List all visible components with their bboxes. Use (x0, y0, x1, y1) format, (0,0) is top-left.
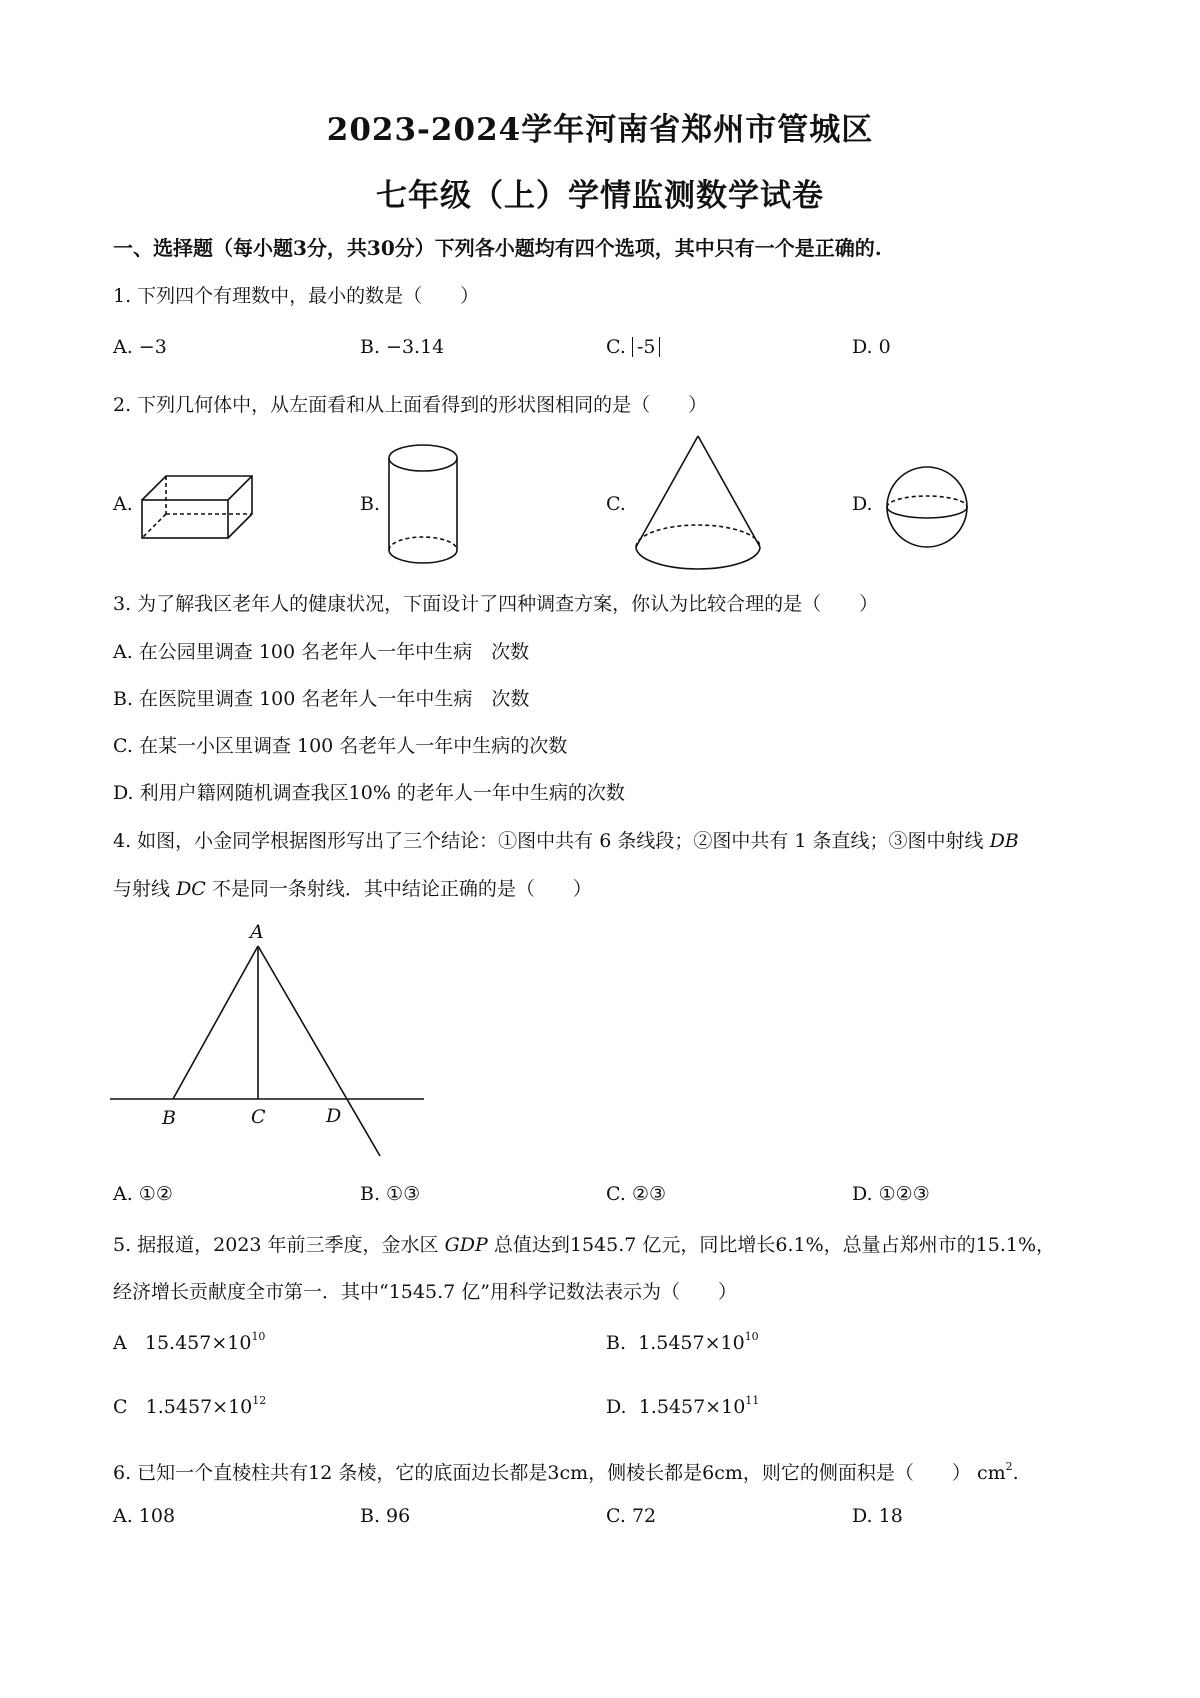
q5-option-d-label: D. (606, 1396, 627, 1418)
q6-stem-end: . (1012, 1462, 1019, 1484)
q5-stem-part1: 5. 据报道，2023 年前三季度，金水区 (113, 1234, 439, 1256)
cuboid-hidden-edges (142, 476, 252, 538)
q6-option-a: A. 108 (113, 1505, 176, 1527)
q5-option-c-label: C (113, 1396, 128, 1418)
sphere-figure (882, 462, 972, 552)
q4-option-b: B. ①③ (360, 1183, 421, 1205)
q4-option-d: D. ①②③ (852, 1183, 930, 1205)
exam-title-line1: 2023-2024学年河南省郑州市管城区 (326, 112, 874, 148)
q2-option-a-label: A. (113, 493, 133, 515)
cone-figure (628, 432, 768, 574)
q5-option-a (113, 1330, 265, 1354)
q2-option-c-label: C. (606, 493, 626, 515)
cuboid-front-face (142, 500, 228, 538)
q4-stem-line2 (113, 874, 592, 901)
q1-option-a: A. −3 (113, 336, 167, 358)
q5-option-d-exp: 11 (745, 1394, 760, 1407)
point-b-label: B (162, 1107, 176, 1129)
q1-option-c (606, 336, 660, 358)
q5-option-c-exp: 12 (252, 1394, 267, 1407)
cuboid-back-edges (142, 476, 252, 538)
q2-option-b-label: B. (360, 493, 381, 515)
q6-unit: cm (976, 1462, 1006, 1484)
q4-stem-line2-pre: 与射线 (113, 878, 171, 900)
q4-option-a: A. ①② (113, 1183, 173, 1205)
q4-ray-dc: DC (176, 878, 206, 900)
absolute-value-box (632, 337, 661, 357)
point-c-label: C (251, 1106, 266, 1128)
q3-option-b: B. 在医院里调查 100 名老年人一年中生病 次数 (113, 688, 530, 710)
q1-stem: 1. 下列四个有理数中，最小的数是（ ） (113, 285, 480, 307)
q5-stem-line1 (113, 1230, 1055, 1257)
ray-ad (258, 946, 380, 1156)
q2-stem: 2. 下列几何体中，从左面看和从上面看得到的形状图相同的是（ ） (113, 394, 708, 416)
q5-option-d (606, 1394, 759, 1418)
q5-option-b-exp: 10 (744, 1330, 759, 1343)
q5-option-a-base: 15.457×10 (144, 1332, 252, 1354)
q5-option-d-base: 1.5457×10 (638, 1396, 746, 1418)
q5-option-c (113, 1394, 266, 1418)
q4-stem-line1-text: 4. 如图，小金同学根据图形写出了三个结论：①图中共有 6 条线段；②图中共有 1 条直线；③图中射线 (113, 830, 984, 852)
q6-option-b: B. 96 (360, 1505, 411, 1527)
cuboid-figure (138, 470, 262, 542)
q3-option-d: D. 利用户籍网随机调查我区10% 的老年人一年中生病的次数 (113, 782, 625, 804)
q5-option-b (606, 1330, 759, 1354)
q5-option-c-base: 1.5457×10 (145, 1396, 253, 1418)
q4-stem-line1 (113, 826, 1019, 853)
point-d-label: D (326, 1105, 342, 1127)
q5-option-a-label: A (113, 1332, 127, 1354)
q5-gdp: GDP (444, 1234, 488, 1256)
q1-option-b: B. −3.14 (360, 336, 445, 358)
q6-unit-exp: 2 (1005, 1460, 1013, 1473)
q3-option-c: C. 在某一小区里调查 100 名老年人一年中生病的次数 (113, 735, 568, 757)
q3-stem: 3. 为了解我区老年人的健康状况，下面设计了四种调查方案，你认为比较合理的是（ ） (113, 593, 879, 615)
q5-stem-part2: 总值达到1545.7 亿元，同比增长6.1%，总量占郑州市的15.1%， (493, 1234, 1056, 1256)
exam-title-line2: 七年级（上）学情监测数学试卷 (376, 178, 824, 214)
q2-option-d-label: D. (852, 493, 873, 515)
q1-option-c-value: -5 (636, 336, 656, 358)
q4-option-c: C. ②③ (606, 1183, 667, 1205)
q4-ray-db: DB (989, 830, 1019, 852)
q6-stem (113, 1458, 1019, 1485)
q5-option-b-base: 1.5457×10 (638, 1332, 745, 1354)
q6-stem-text: 6. 已知一个直棱柱共有12 条棱，它的底面边长都是3cm，侧棱长都是6cm，则它的侧面积是（ ） (113, 1462, 971, 1484)
point-a-label: A (250, 921, 264, 943)
q5-option-b-label: B. (606, 1332, 627, 1354)
section-heading: 一、选择题（每小题3分，共30分）下列各小题均有四个选项，其中只有一个是正确的. (113, 236, 882, 260)
q1-option-d: D. 0 (852, 336, 891, 358)
q6-option-c: C. 72 (606, 1505, 657, 1527)
q5-option-a-exp: 10 (251, 1330, 266, 1343)
q3-option-a: A. 在公园里调查 100 名老年人一年中生病 次数 (113, 641, 530, 663)
q4-geometry-figure (108, 916, 428, 1166)
q6-option-d: D. 18 (852, 1505, 903, 1527)
q5-stem-line2: 经济增长贡献度全市第一．其中“1545.7 亿”用科学记数法表示为（ ） (113, 1281, 737, 1303)
q4-stem-line2-post: 不是同一条射线．其中结论正确的是（ ） (211, 878, 592, 900)
q1-option-c-label: C. (606, 336, 626, 358)
cylinder-figure (383, 440, 463, 570)
segment-ab (173, 946, 258, 1099)
